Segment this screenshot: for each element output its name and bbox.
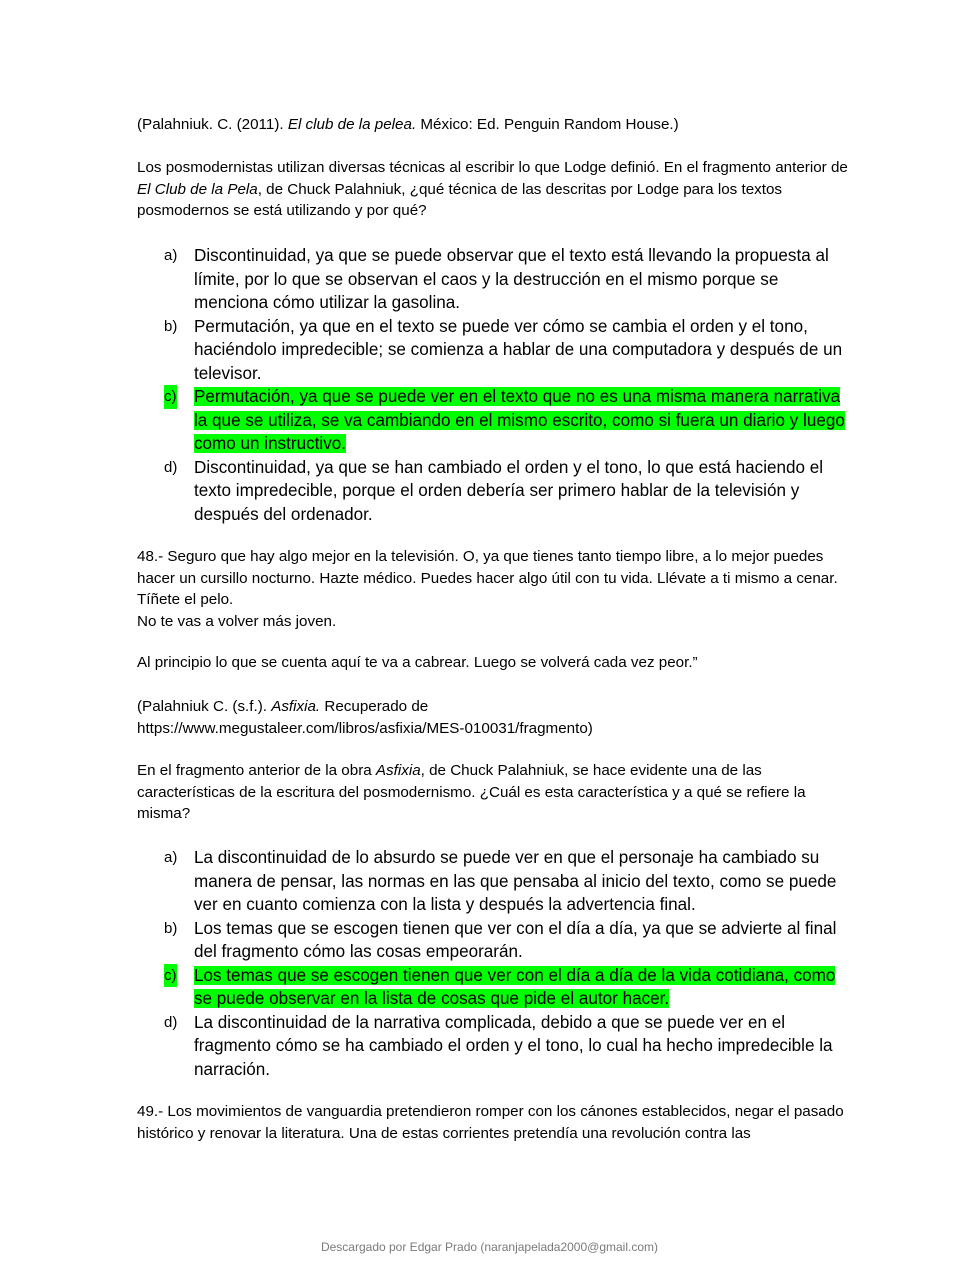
citation-el-club-de-la-pelea: (Palahniuk. C. (2011). El club de la pelea. México: Ed. Penguin Random House.) [137,116,679,133]
option-d: d) La discontinuidad de la narrativa complicada, debido a que se puede ver en el fragmento cómo se ha cambiado el orden y el tono, lo cual ha hecho impredecible la narración. [164,1012,833,1079]
download-footer: Descargado por Edgar Prado (naranjapelada2000@gmail.com) [320,1240,659,1254]
option-c-correct: c) Permutación, ya que se puede ver en el texto que no es una misma manera narrativa la que se utiliza, se va cambiando en el mismo escrito, como si fuera un diario y luego como un instructivo. [164,387,845,453]
question-48-excerpt-end: Al principio lo que se cuenta aquí te va a cabrear. Luego se volverá cada vez peor.” [137,654,698,671]
question-48-options [137,846,857,1081]
option-a: a) La discontinuidad de lo absurdo se puede ver en que el personaje ha cambiado su manera de pensar, las normas en las que pensaba al inicio del texto, como se puede ver en cuanto comienza con la lista y después la advertencia final. [164,848,837,914]
question-48-excerpt: 48.- Seguro que hay algo mejor en la televisión. O, ya que tienes tanto tiempo libre, a lo mejor puedes hacer un cursillo nocturno. Hazte médico. Puedes hacer algo útil con tu vida. Llévate a ti mismo a cenar. Tíñete el pelo. No te vas a volver más joven. [137,548,838,630]
option-d: d) Discontinuidad, ya que se han cambiado el orden y el tono, lo que está haciendo el texto impredecible, porque el orden debería ser primero hablar de la televisión y después del ordenador. [164,457,824,524]
citation-asfixia: (Palahniuk C. (s.f.). Asfixia. Recuperado de https://www.megustaleer.com/libros/asfixia/MES-010031/fragmento) [137,696,857,739]
option-b: b) Los temas que se escogen tienen que ver con el día a día, ya que se advierte al final del fragmento cómo las cosas empeorarán. [164,918,837,961]
question-49-prompt: 49.- Los movimientos de vanguardia pretendieron romper con los cánones establecidos, negar el pasado histórico y renovar la literatura. Una de estas corrientes pretendía una revolución contra las [137,1103,844,1142]
option-c-correct: c) Los temas que se escogen tienen que ver con el día a día de la vida cotidiana, como se puede observar en la lista de cosas que pide el autor hacer. [164,965,836,1008]
citation-url: https://www.megustaleer.com/libros/asfixia/MES-010031/fragmento) [137,719,593,737]
question-47-options [137,244,857,526]
option-b: b) Permutación, ya que en el texto se puede ver cómo se cambia el orden y el tono, haciéndolo impredecible; se comienza a hablar de una computadora y después de un televisor. [164,316,843,383]
option-a: a) Discontinuidad, ya que se puede observar que el texto está llevando la propuesta al límite, por lo que se observan el caos y la destrucción en el mismo porque se menciona cómo utilizar la gasolina. [164,246,829,312]
question-48-prompt: En el fragmento anterior de la obra Asfixia, de Chuck Palahniuk, se hace evidente una de las características de la escritura del posmodernismo. ¿Cuál es esta característica y a qué se refiere la misma? [137,762,806,822]
question-47-prompt: Los posmodernistas utilizan diversas técnicas al escribir lo que Lodge definió. En el fragmento anterior de El Club de la Pela, de Chuck Palahniuk, ¿qué técnica de las descritas por Lodge para los textos posmodernos se está utilizando y por qué? [137,159,848,219]
